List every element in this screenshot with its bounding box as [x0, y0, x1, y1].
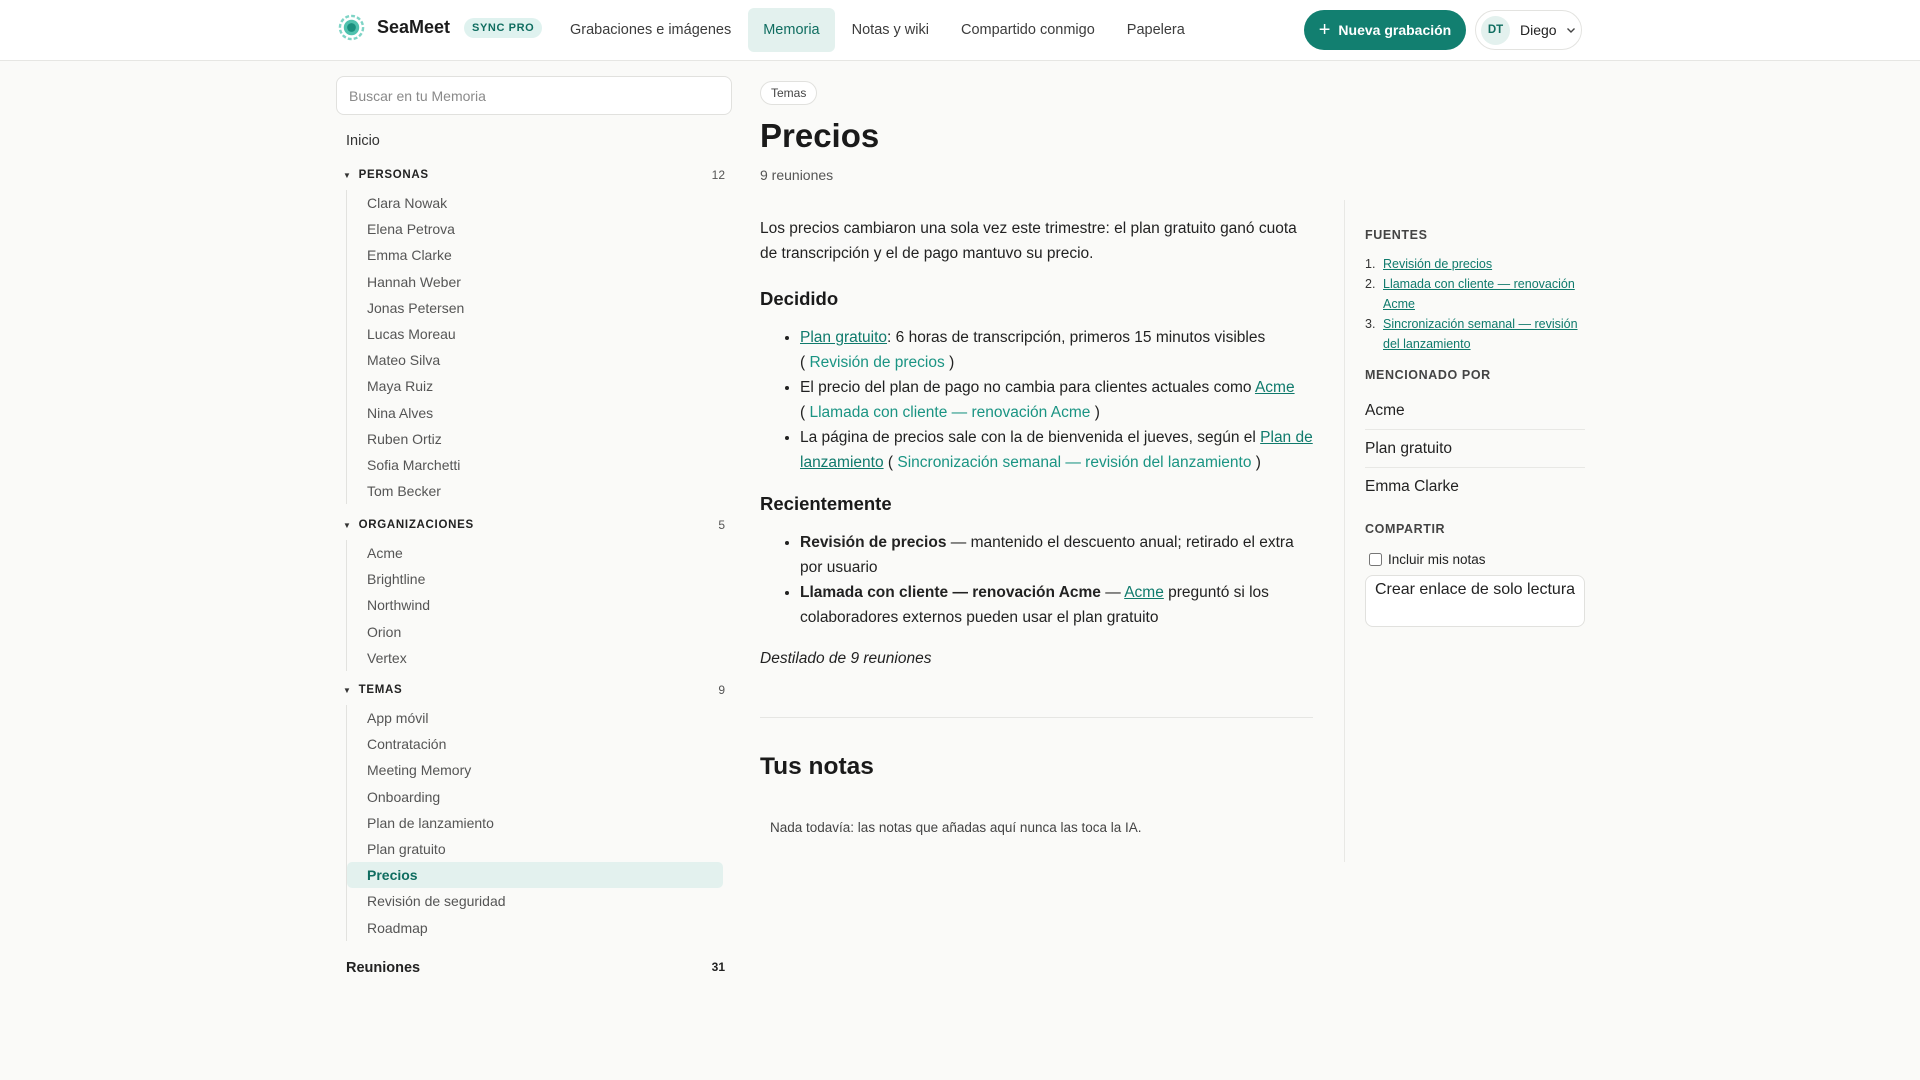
sidebar-item-topic[interactable]: App móvil: [367, 710, 429, 726]
sidebar-item-person[interactable]: Hannah Weber: [367, 273, 461, 290]
sidebar-item-person[interactable]: Sofia Marchetti: [367, 456, 461, 473]
brand-name: SeaMeet: [377, 17, 451, 37]
recent-item: • Llamada con cliente — renovación Acme — Acme preguntó si los colaboradores externos pueden usar el plan gratuito: [800, 580, 1313, 630]
decided-item: • El precio del plan de pago no cambia para clientes actuales como Acme ( Llamada con cliente — renovación Acme ): [800, 375, 1313, 425]
sidebar-item-home[interactable]: Inicio: [346, 133, 380, 149]
sidebar-item-person[interactable]: Clara Nowak: [367, 195, 448, 211]
sidebar: [336, 76, 732, 976]
distilled-note: Destilado de 9 reuniones: [760, 650, 932, 667]
section-topics-header[interactable]: [343, 683, 725, 697]
recent-heading: Recientemente: [760, 493, 892, 514]
sidebar-item-person[interactable]: Ruben Ortiz: [367, 430, 442, 447]
source-link[interactable]: Revisión de precios: [1383, 257, 1493, 271]
sidebar-item-organization[interactable]: Brightline: [367, 571, 426, 588]
sidebar-item-person[interactable]: Elena Petrova: [367, 221, 455, 238]
aside-divider: [1344, 200, 1345, 862]
topics-list: [346, 705, 723, 941]
seameet-logo-icon: [338, 14, 365, 41]
sidebar-item-meetings[interactable]: [346, 960, 725, 976]
sidebar-item-person[interactable]: Mateo Silva: [367, 352, 441, 369]
user-menu[interactable]: [1475, 10, 1582, 50]
mentioned-by-heading: MENCIONADO POR: [1365, 368, 1491, 382]
source-citation[interactable]: Llamada con cliente — renovación Acme: [809, 404, 1091, 421]
source-link[interactable]: Sincronización semanal — revisión del lanzamiento: [1383, 317, 1578, 351]
collapse-triangle-icon: ▼: [343, 685, 352, 695]
sidebar-item-person[interactable]: Tom Becker: [367, 483, 441, 500]
entity-link[interactable]: Acme: [1124, 584, 1164, 601]
entity-link[interactable]: Plan gratuito: [800, 329, 888, 346]
section-title: ORGANIZACIONES: [358, 519, 474, 531]
avatar: DT: [1481, 16, 1510, 45]
sidebar-item-organization[interactable]: Vertex: [367, 649, 407, 666]
meetings-label: Reuniones: [346, 960, 421, 976]
sidebar-item-person[interactable]: Emma Clarke: [367, 247, 452, 264]
entity-link[interactable]: Plan de lanzamiento: [800, 429, 1313, 471]
include-notes-label: Incluir mis notas: [1388, 552, 1486, 567]
sidebar-item-topic-active[interactable]: Precios: [347, 862, 723, 888]
decided-list: [760, 325, 1313, 475]
mentioned-item[interactable]: Acme: [1365, 392, 1585, 430]
brand[interactable]: [338, 14, 542, 41]
decided-item: • Plan gratuito: 6 horas de transcripción, primeros 15 minutos visibles ( Revisión de precios ): [800, 325, 1313, 375]
sidebar-item-topic[interactable]: Contratación: [367, 736, 447, 753]
summary-lead: Los precios cambiaron una sola vez este trimestre: el plan gratuito ganó cuota de transcripción y el de pago mantuvo su precio.: [760, 220, 1297, 262]
recent-item: • Revisión de precios — mantenido el descuento anual; retirado el extra por usuario: [800, 530, 1313, 580]
section-title: PERSONAS: [358, 169, 429, 181]
sidebar-item-person[interactable]: Maya Ruiz: [367, 378, 434, 395]
meeting-name: Revisión de precios: [800, 534, 947, 551]
mentioned-list: [1365, 392, 1585, 506]
page-title: Precios: [760, 117, 880, 154]
sidebar-item-topic[interactable]: Onboarding: [367, 788, 441, 805]
aside-panel: [1365, 228, 1585, 627]
meeting-count-meta: 9 reuniones: [760, 167, 834, 183]
source-item: 2. Llamada con cliente — renovación Acme: [1365, 274, 1585, 314]
source-item: 3. Sincronización semanal — revisión del lanzamiento: [1365, 314, 1585, 354]
nav-shared-with-me[interactable]: Compartido conmigo: [960, 22, 1095, 38]
source-link[interactable]: Llamada con cliente — renovación Acme: [1383, 277, 1575, 311]
meeting-name: Llamada con cliente — renovación Acme: [800, 584, 1101, 601]
sidebar-item-topic[interactable]: Meeting Memory: [367, 762, 472, 779]
plan-badge: SYNC PRO: [464, 18, 542, 38]
sidebar-item-organization[interactable]: Northwind: [367, 597, 431, 614]
notes-empty-state[interactable]: Nada todavía: las notas que añadas aquí nunca las toca la IA.: [770, 820, 1142, 835]
include-notes-checkbox[interactable]: [1369, 553, 1382, 566]
chevron-down-icon: [1565, 24, 1577, 36]
sidebar-item-topic[interactable]: Plan de lanzamiento: [367, 814, 494, 831]
topic-summary: [760, 216, 1313, 671]
sidebar-item-topic[interactable]: Revisión de seguridad: [367, 893, 506, 910]
new-recording-label: Nueva grabación: [1338, 22, 1452, 38]
include-notes-option[interactable]: [1365, 552, 1585, 567]
sidebar-item-topic[interactable]: Plan gratuito: [367, 840, 446, 857]
mentioned-item[interactable]: Emma Clarke: [1365, 478, 1459, 495]
divider: [760, 717, 1313, 718]
source-citation[interactable]: Revisión de precios: [809, 354, 945, 371]
main-nav: [555, 8, 1202, 52]
user-name: Diego: [1520, 22, 1557, 38]
source-item: 1. Revisión de precios: [1365, 254, 1585, 274]
mentioned-item[interactable]: Plan gratuito: [1365, 430, 1585, 468]
nav-notes-wiki[interactable]: Notas y wiki: [851, 22, 929, 38]
sidebar-item-person[interactable]: Nina Alves: [367, 404, 434, 421]
section-count: 5: [718, 518, 725, 532]
sources-heading: FUENTES: [1365, 228, 1428, 242]
sidebar-item-topic[interactable]: Roadmap: [367, 919, 428, 936]
your-notes-title: Tus notas: [760, 753, 874, 780]
source-citation[interactable]: Sincronización semanal — revisión del lanzamiento: [897, 454, 1252, 471]
sidebar-item-person[interactable]: Jonas Petersen: [367, 299, 465, 316]
breadcrumb[interactable]: Temas: [760, 81, 817, 105]
people-list: [346, 190, 723, 504]
recent-list: [760, 530, 1313, 630]
section-people-header[interactable]: [343, 168, 725, 182]
decided-item: • La página de precios sale con la de bienvenida el jueves, según el Plan de lanzamiento ( Sincronización semanal — revisión del lanzamiento ): [800, 425, 1313, 475]
nav-memory[interactable]: Memoria: [748, 8, 834, 52]
share-heading: COMPARTIR: [1365, 522, 1446, 536]
sidebar-item-organization[interactable]: Acme: [367, 545, 403, 561]
nav-recordings[interactable]: Grabaciones e imágenes: [570, 22, 732, 38]
meetings-count: 31: [711, 960, 725, 974]
top-bar: [0, 0, 1920, 61]
decided-heading: Decidido: [760, 288, 839, 309]
sidebar-item-person[interactable]: Lucas Moreau: [367, 325, 456, 342]
section-title: TEMAS: [358, 684, 403, 696]
entity-link[interactable]: Acme: [1254, 379, 1295, 396]
nav-trash[interactable]: Papelera: [1126, 22, 1185, 38]
organizations-list: [346, 540, 723, 671]
section-count: 12: [711, 168, 725, 182]
new-recording-button[interactable]: [1304, 10, 1466, 50]
create-readonly-link-button[interactable]: Crear enlace de solo lectura: [1365, 575, 1585, 627]
section-count: 9: [718, 683, 725, 697]
section-organizations-header[interactable]: [343, 518, 725, 532]
sources-list: [1365, 254, 1585, 354]
collapse-triangle-icon: ▼: [343, 520, 352, 530]
sidebar-item-organization[interactable]: Orion: [367, 623, 402, 640]
memory-search-input[interactable]: [336, 76, 732, 115]
collapse-triangle-icon: ▼: [343, 170, 352, 180]
plus-icon: +: [1318, 19, 1331, 41]
